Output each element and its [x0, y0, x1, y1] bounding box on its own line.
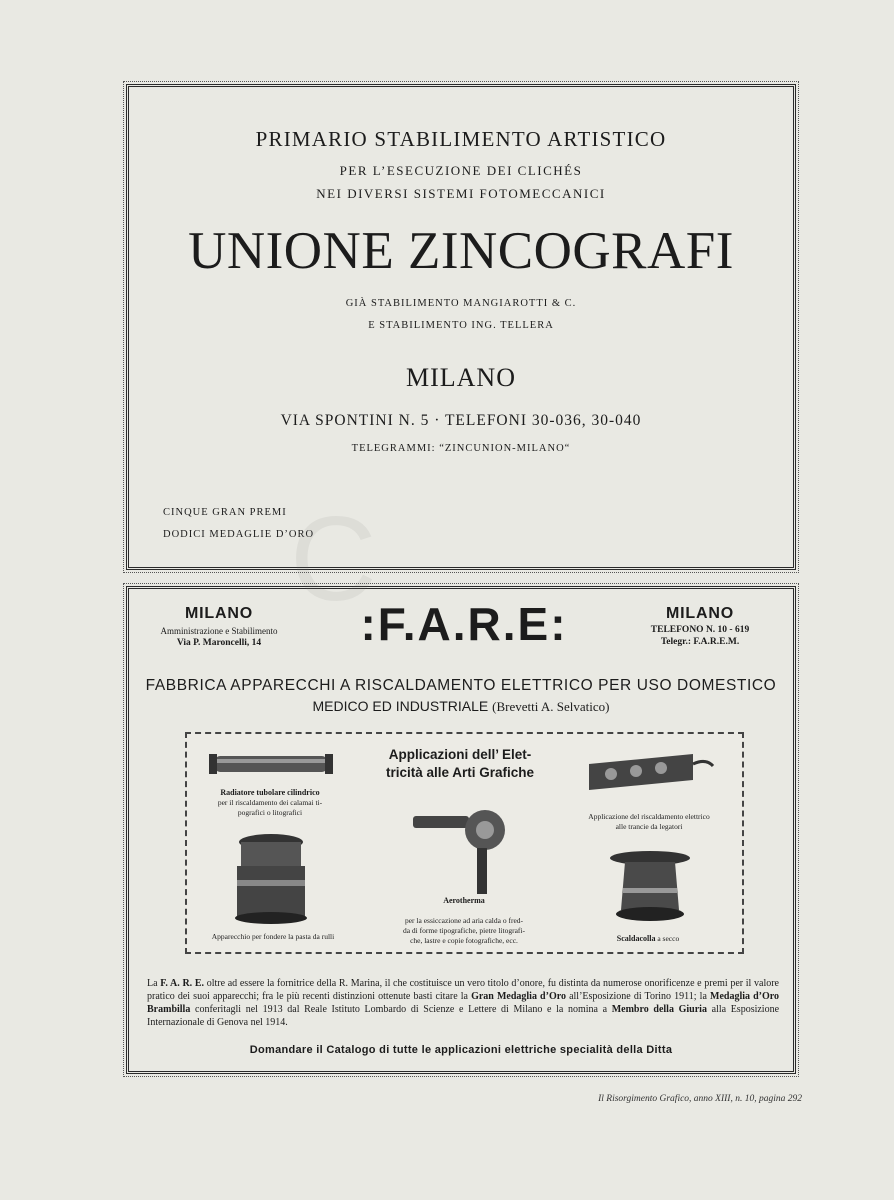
- cylinder-radiator-illustration: [209, 746, 333, 782]
- products-headline: [359, 746, 561, 781]
- melting-pot-illustration: [227, 822, 315, 926]
- binder-trimmer-heater-illustration: [581, 746, 721, 796]
- right-phone: TELEFONO N. 10 - 619: [650, 625, 750, 635]
- right-telegraph: Telegr.: F.A.R.E.M.: [660, 637, 740, 647]
- ad1-subtitle-2: NEI DIVERSI SISTEMI FOTOMECCANICI: [316, 186, 606, 201]
- ad1-subtitle-1: PER L’ESECUZIONE DEI CLICHÉS: [339, 163, 583, 178]
- fare-left-contact: [144, 605, 294, 648]
- radiator-desc-2: pografici o litografici: [237, 808, 303, 818]
- ad1-tagline: PRIMARIO STABILIMENTO ARTISTICO: [255, 127, 667, 151]
- fare-description-1: FABBRICA APPARECCHI A RISCALDAMENTO ELETTRICO PER USO DOMESTICO: [145, 677, 777, 694]
- radiator-caption: [195, 788, 345, 818]
- body-fare: F. A. R. E.: [160, 978, 205, 989]
- left-sub: Amministrazione e Stabilimento: [160, 626, 278, 636]
- radiator-title: Radiatore tubolare cilindrico: [220, 788, 320, 797]
- left-address: Via P. Maroncelli, 14: [176, 638, 262, 648]
- fare-logo: :F.A.R.E:: [360, 598, 568, 650]
- glue-title: Scaldacolla: [616, 934, 656, 943]
- body-part-2: oltre ad essere la fornitrice della R. Marina, il che costituisce un vero titolo d’onore, fu distinta da numerose onorificenze e premi per il valore pratico dei suoi apparecchi; fra le più recenti distinzioni ottenute basti citare la: [147, 978, 779, 1002]
- aerotherma-caption: [381, 896, 547, 945]
- unione-zincografi-ad: [126, 84, 796, 570]
- fare-description-2a: MEDICO ED INDUSTRIALE: [312, 698, 489, 714]
- watermark-logo: C: [290, 492, 387, 626]
- headline-line-1: Applicazioni dell’ Elet-: [388, 747, 532, 762]
- ad1-award-2: DODICI MEDAGLIE D’ORO: [163, 529, 315, 540]
- ad1-address: VIA SPONTINI N. 5 · TELEFONI 30-036, 30-040: [280, 412, 642, 429]
- radiator-desc-1: per il riscaldamento dei calamai ti-: [217, 798, 323, 808]
- ad1-former-1: GIÀ STABILIMENTO MANGIAROTTI & C.: [345, 298, 577, 309]
- trimmer-desc-2: alle trancie da legatori: [615, 821, 683, 831]
- fare-body-text: [147, 977, 779, 1029]
- body-gran-medaglia: Gran Medaglia d’Oro: [471, 991, 566, 1002]
- body-membro-giuria: Membro della Giuria: [611, 1004, 707, 1015]
- ad1-telegram: TELEGRAMMI: “ZINCUNION-MILANO“: [351, 443, 571, 454]
- ad1-former-2: E STABILIMENTO ING. TELLERA: [368, 320, 554, 331]
- trimmer-desc-1: Applicazione del riscaldamento elettrico: [588, 812, 710, 821]
- trimmer-caption: [569, 812, 729, 832]
- catalog-call-to-action: Domandare il Catalogo di tutte le applicazioni elettriche specialità della Ditta: [249, 1044, 673, 1056]
- aerotherma-desc-1: per la essiccazione ad aria calda o fred-: [404, 916, 524, 926]
- headline-line-2: tricità alle Arti Grafiche: [385, 764, 535, 780]
- right-city: MILANO: [666, 605, 734, 622]
- pot-caption: Apparecchio per fondere la pasta da rulli: [211, 932, 335, 941]
- fare-ad: [126, 586, 796, 1074]
- body-medaglia-brambilla: Medaglia d’Oro Brambilla: [147, 991, 780, 1015]
- fare-patents: (Brevetti A. Selvatico): [492, 699, 610, 714]
- fare-description-2: [129, 698, 793, 715]
- body-part-5: alla Esposizione Internazionale di Genova nel 1914.: [147, 1004, 780, 1028]
- products-panel: [185, 732, 744, 954]
- ad1-city: MILANO: [406, 363, 516, 392]
- aerotherma-dryer-illustration: [411, 810, 511, 900]
- body-part-3: all’Esposizione di Torino 1911; la: [569, 991, 707, 1002]
- left-city: MILANO: [185, 605, 253, 622]
- aerotherma-desc-3: che, lastre e copie fotografiche, ecc.: [410, 935, 518, 945]
- aerotherma-desc-2: da di forme tipografiche, pietre litografi-: [402, 925, 526, 935]
- glue-caption: [583, 934, 713, 944]
- page-footer: Il Risorgimento Grafico, anno XIII, n. 10, pagina 292: [598, 1094, 802, 1104]
- ad1-award-1: CINQUE GRAN PREMI: [163, 507, 287, 518]
- ad1-company-name: UNIONE ZINCOGRAFI: [188, 222, 734, 280]
- aerotherma-title: Aerotherma: [443, 896, 485, 905]
- glue-heater-illustration: [607, 848, 693, 928]
- glue-desc: a secco: [657, 934, 680, 943]
- fare-right-contact: [625, 605, 775, 647]
- body-part-1: La: [147, 978, 158, 989]
- body-part-4: conferitagli nel 1913 dal Reale Istituto Lombardo di Scienze e Lettere di Milano e la nomina a: [195, 1004, 608, 1015]
